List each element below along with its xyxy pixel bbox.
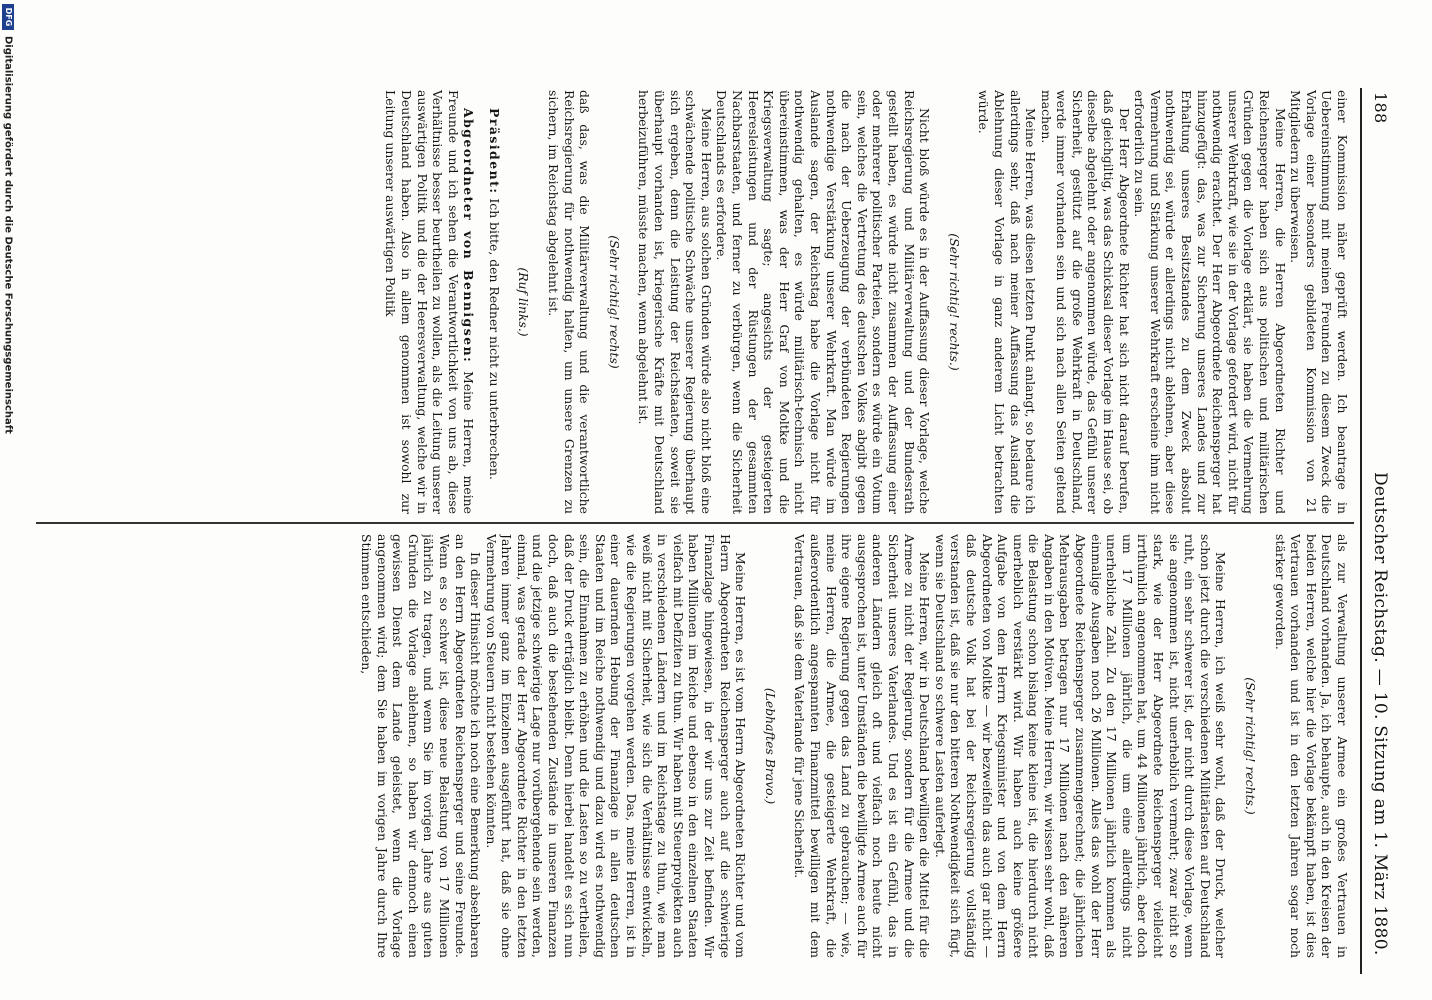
speaker-text: Meine Herren, meine Freunde und ich sehen die Verantwortlichkeit von uns ab, diese Verhältnisse besser beurtheilen zu wollen, als die Leitung unserer auswärtigen Politik und die der Heeresverwaltung, welche wir in Deutschland haben. Also in allem genommen ist sowohl zur Leitung unserer auswärtigen Politik	[383, 90, 477, 514]
paragraph: Meine Herren, aus solchen Gründen würde also nicht bloß eine schwächende politische Schwäche unserer Regierung überhaupt sich ergeben, denn die Leistung der Reichstaaten, soweit sie überhaupt vorhanden ist, kriegerische Kräfte mit Deutschland herbeizuführen, müsste machen, wenn abgelehnt ist.	[636, 90, 714, 514]
audience-reaction: (Sehr richtig! rechts.)	[946, 233, 962, 371]
paragraph: daß das, was die Militärverwaltung und die verantwortliche Reichsregierung für nothwendig halten, um unsere Grenzen zu sichern, im Reichstag abgelehnt ist.	[546, 90, 593, 514]
paragraph: einer Kommission näher geprüft werden. Ich beantrage in Uebereinstimmung mit meinen Freunden zu diesem Zweck die Vorlage einer besonders gebildeten Kommission von 21 Mitgliedern zu überweisen.	[1288, 90, 1350, 514]
page-header	[1368, 92, 1390, 972]
speaker-name: Abgeordneter von Bennigsen:	[461, 108, 477, 364]
audience-reaction: (Lebhaftes Bravo.)	[762, 687, 778, 805]
digitization-credit	[0, 4, 14, 994]
speaker-name: Präsident:	[486, 108, 502, 195]
paragraph: In dieser Hinsicht möchte ich noch eine Bemerkung absehbaren an den Herrn Abgeordneten Reichensperger und seine Freunde. Wenn es so schwer ist, diese neue Belastung von 17 Millionen jährlich zu tragen, und wenn Sie im vorigen Jahre aus guten Gründen die Vorlage ablehnen, so haben wir dennoch einen gewissen Dienst dem Lande geleistet, wenn die Vorlage angenommen wird; dem Sie haben im vorigen Jahre durch Ihre Stimmen entschieden,	[358, 534, 484, 958]
paragraph: Meine Herren, wir in Deutschland bewilligen die Mittel für die Armee zu nicht der Regierung, sondern für die Armee und die Sicherheit unseres Vaterlandes. Und es ist ein Gefühl, das in anderen Ländern gleich oft und vielfach noch heute nicht ausgesprochen ist, unter Umständen die bewilligte Armee auch für ihre eigene Regierung gegen das Land zu gebrauchen; — wie, meine Herren, die Armee, die gesteigerte Wehrkraft, die außerordentlich angespannten Finanzmittel bewilligen mit dem Vertrauen, daß sie dem Vaterlande für jene Sicherheit.	[792, 534, 933, 958]
paragraph: Meine Herren, was diesen letzten Punkt anlangt, so bedaure ich allerdings sehr, daß nach meiner Auffassung das Ausland die Ablehnung dieser Vorlage in ganz anderem Licht betrachten würde.	[976, 90, 1039, 514]
paragraph: als zur Verwaltung unserer Armee ein großes Vertrauen in Deutschland vorhanden. Ja, ich behaupte, auch in den Kreisen der beiden Herren, welche hier die Vorlage bekämpft haben, ist dies Vertrauen vorhanden und ist in den letzten Jahren sogar noch stärker geworden.	[1272, 534, 1350, 958]
speaker-paragraph	[486, 90, 502, 514]
page-number: 188	[1371, 92, 1390, 124]
left-column	[34, 90, 1350, 514]
paragraph: Meine Herren, es ist vom Herrn Abgeordneten Richter und vom Herrn Abgeordneten Reichensperger auch auf die schwierige Finanzlage hingewiesen, in der wir uns zur Zeit befinden. Wir haben Millionen im Reiche und ebenso in den einzelnen Staaten vielfach mit Defiziten zu thun. Wir haben mit Steuerprojekten auch in verschiedenen Ländern und im Reichstage zu thun, wie man weiß nicht mit Sicherheit, wie sich die Verhältnisse entwickeln, wie die Regierungen vorgehen werden. Das, meine Herren, ist in einer dauernden Hebung der Finanzlage in allen deutschen Staaten und im Reiche nothwendig und dazu wird es nothwendig sein, die Einnahmen zu erhöhen und die Lasten so zu vertheilen, daß der Druck erträglich bleibt. Denn hierbei handelt es sich nun doch, daß auch die bestehenden Zustände in unseren Finanzen und die jetzige schwierige Lage nur vorübergehende sein werden, einmal, was gerade der Herr Abgeordnete Richter in den letzten Jahren immer ganz im Einzelnen ausgeführt hat, daß sie ohne Vermehrung von Steuern nicht bestehen könnten.	[483, 534, 749, 958]
audience-reaction: (Sehr richtig! rechts)	[606, 235, 622, 369]
paragraph: Nicht bloß würde es in der Auffassung dieser Vorlage, welche Reichsregierung und Militärverwaltung und der Bundesrath gestellt haben, es würde nicht zusammen der Auffassung einer oder mehrerer politischer Parteien, sondern es würde ein Votum sein, welches die Vertretung des deutschen Volkes abgibt gegen die nach der Ueberzeugung der verbündeten Regierungen nothwendige Verstärkung unserer Wehrkraft. Man würde im Auslande sagen, der Reichstag habe die Vorlage nicht für nothwendig gehalten, es würde militärisch-technisch nicht übereinstimmen, was der Herr Graf von Moltke und die Kriegsverwaltung sagte; angesichts der gesteigerten Heeresleistungen und der Rüstungen der gesammten Nachbarstaaten, und ferner zu verbürgen, wenn die Sicherheit Deutschlands es erfordere.	[714, 90, 933, 514]
header-rule	[1360, 88, 1362, 974]
dfg-logo-icon: DFG	[2, 4, 14, 30]
right-column	[34, 534, 1350, 958]
audience-reaction: (Ruf links.)	[516, 267, 532, 337]
credit-text: Digitalisierung gefördert durch die Deutsche Forschungsgemeinschaft	[2, 36, 14, 434]
paragraph: Der Herr Abgeordnete Richter hat sich nicht darauf berufen, daß gleichgiltig, was das Schicksal dieser Vorlage im Hause sei, ob dieselbe abgelehnt oder angenommen würde, das Gefühl unserer Sicherheit, gestützt auf die große Wehrkraft in Deutschland, werde immer vorhanden sein und sich nach allen Seiten geltend machen.	[1038, 90, 1132, 514]
paragraph: Meine Herren, die Herren Abgeordneten Richter und Reichensperger haben sich aus politischen und militärischen Gründen gegen die Vorlage erklärt, sie haben die Vermehrung unserer Wehrkraft, wie sie in der Vorlage gefordert wird, nicht für nothwendig erachtet. Der Herr Abgeordnete Reichensperger hat hinzugefügt: das, was zur Sicherung unseres Landes und zur Erhaltung unseres Besitzstandes zu dem Zweck absolut nothwendig sei, würde er allerdings nicht ablehnen, aber diese Vermehrung und Stärkung unserer Wehrkraft erscheine ihm nicht erforderlich zu sein.	[1132, 90, 1288, 514]
paragraph: Meine Herren, ich weiß sehr wohl, daß der Druck, welcher schon jetzt durch die verschiedenen Militärlasten auf Deutschland ruht, ein sehr schwerer ist, der nicht durch diese Vorlage, wenn sie angenommen ist, nicht unerheblich vermehrt; zwar nicht so stark, wie der Herr Abgeordnete Reichensperger vielleicht irrthümlich angenommen hat, um 44 Millionen jährlich, aber doch um 17 Millionen jährlich, die um eine allerdings nicht unerhebliche Zahl. Zu den 17 Millionen jährlich kommen als einmalige Ausgaben noch 26 Millionen. Alles das wohl der Herr Abgeordnete Reichensperger zusammengerechnet; die jährlichen Mehrausgaben betragen nur 17 Millionen nach den näheren Angaben in den Motiven. Meine Herren, wir wissen sehr wohl, daß die Belastung schon bislang keine kleine ist, die hierdurch nicht unerheblich verstärkt wird. Wir haben auch keine größere Aufgabe von dem Herrn Kriegsminister und von dem Herrn Abgeordneten von Moltke — wir bezweifeln das auch gar nicht — daß deutsche Volk hat bei der Reichsregierung vollständig verstanden ist, daß sie nur den bitteren Nothwendigkeit sich fügt, wenn sie Deutschland so schwere Lasten auferlegt.	[932, 534, 1229, 958]
speaker-text: Ich bitte, den Redner nicht zu unterbrechen.	[486, 198, 502, 480]
column-divider	[36, 522, 1354, 524]
audience-reaction: (Sehr richtig! rechts.)	[1243, 677, 1259, 815]
speaker-paragraph	[383, 90, 477, 514]
running-title: Deutscher Reichstag. — 10. Sitzung am 1. März 1880.	[1370, 472, 1390, 956]
